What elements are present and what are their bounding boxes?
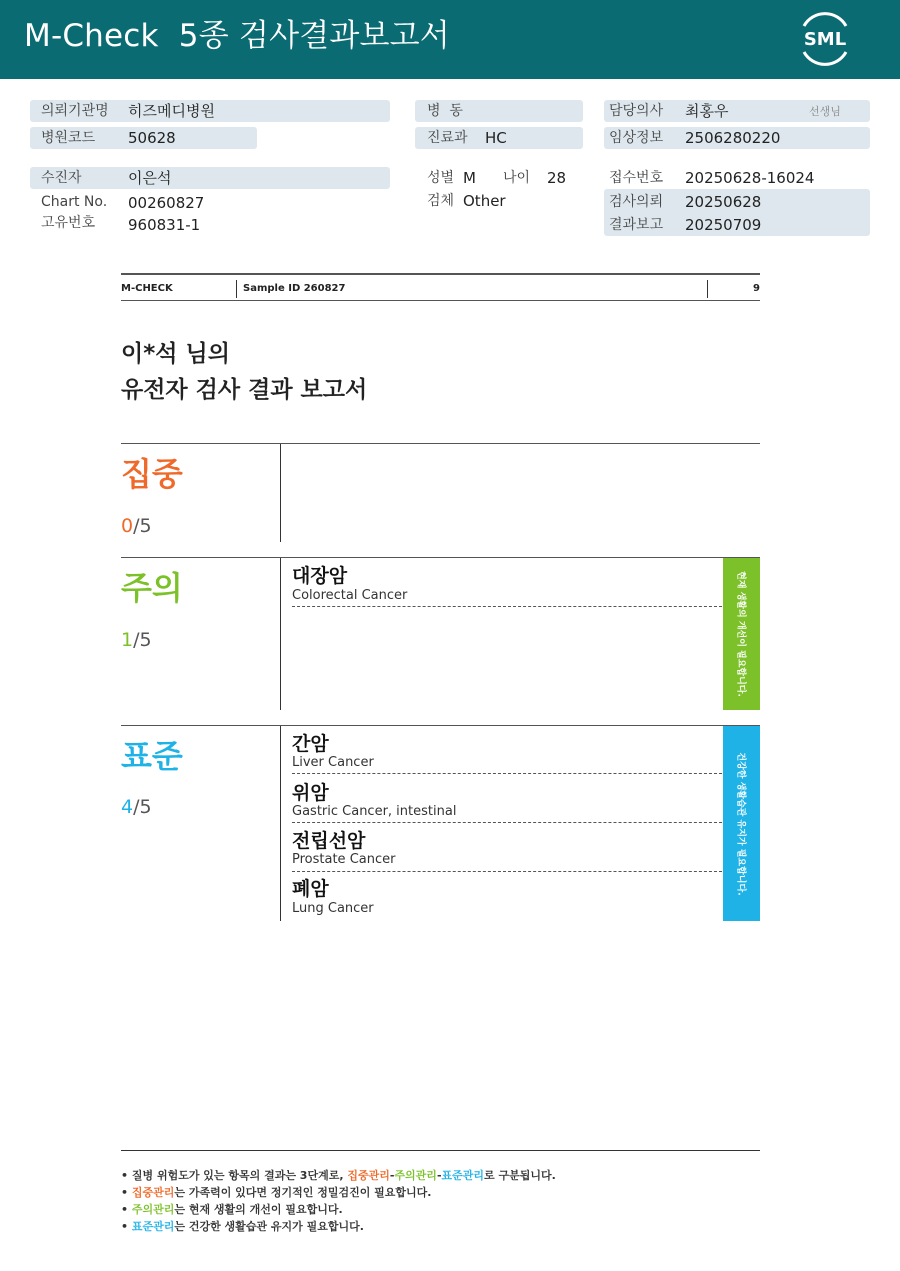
patient-value: 이은석	[128, 169, 172, 187]
note-levels-text-b: 로 구분됩니다.	[484, 1169, 556, 1182]
caution-section-line	[121, 557, 760, 558]
focus-count-value: 0	[121, 515, 134, 537]
lung-cancer-en: Lung Cancer	[292, 901, 374, 916]
doctor-suffix: 선생님	[809, 105, 841, 118]
patient-row	[30, 167, 390, 189]
logo-text: SML	[803, 29, 847, 50]
institution-label: 의뢰기관명	[41, 103, 109, 119]
sample-id: Sample ID 260827	[243, 283, 346, 294]
standard-divider	[280, 726, 281, 921]
clinical-value: 2506280220	[685, 129, 781, 147]
prostate-cancer-en: Prostate Cancer	[292, 852, 396, 867]
note-standard-text: 는 건강한 생활습관 유지가 필요합니다.	[174, 1220, 364, 1233]
standard-title: 표준	[121, 737, 183, 775]
note-caution-label: 주의관리	[131, 1203, 175, 1216]
standard-item-divider-2	[292, 822, 722, 823]
standard-count-total: /5	[133, 796, 152, 818]
caution-count-value: 1	[121, 629, 134, 651]
gastric-cancer-en: Gastric Cancer, intestinal	[292, 804, 457, 819]
gastric-cancer-ko: 위암	[292, 782, 329, 804]
prostate-cancer-ko: 전립선암	[292, 830, 366, 852]
greeting-name: 이*석 님의	[121, 341, 230, 367]
unique-value: 960831-1	[128, 216, 201, 234]
receipt-value: 20250628-16024	[685, 169, 815, 187]
caution-count-total: /5	[133, 629, 152, 651]
note-caution-text: 는 현재 생활의 개선이 필요합니다.	[174, 1203, 343, 1216]
focus-count	[121, 514, 152, 538]
lung-cancer-ko: 폐암	[292, 878, 329, 900]
doctor-value: 최홍우	[685, 102, 729, 120]
greeting-title: 유전자 검사 결과 보고서	[121, 377, 368, 403]
standard-side-bar	[723, 726, 760, 921]
note-levels-text-a: 질병 위험도가 있는 항목의 결과는 3단계로,	[131, 1169, 348, 1182]
brand-label: M-CHECK	[121, 283, 173, 294]
note-caution-key: 주의관리	[394, 1169, 437, 1182]
caution-item-divider	[292, 606, 722, 607]
note-standard-label: 표준관리	[131, 1220, 175, 1233]
ward-label: 병 동	[427, 103, 463, 119]
standard-item-divider-1	[292, 773, 722, 774]
standard-count	[121, 795, 152, 819]
report-bar-bottom-line	[121, 300, 760, 301]
bar-separator-2	[707, 280, 708, 298]
sml-logo	[796, 12, 854, 66]
unique-label: 고유번호	[41, 215, 96, 231]
bar-separator-1	[236, 280, 237, 298]
caution-count	[121, 628, 152, 652]
liver-cancer-en: Liver Cancer	[292, 755, 374, 770]
colorectal-cancer-ko: 대장암	[292, 565, 348, 587]
sex-label: 성별	[427, 170, 455, 186]
note-dash-1: -	[389, 1169, 395, 1182]
specimen-label: 검체	[427, 193, 455, 209]
focus-divider	[280, 444, 281, 542]
footer-line	[121, 1150, 760, 1151]
age-label: 나이	[503, 170, 531, 186]
report-title: M-Check 5종 검사결과보고서	[24, 18, 450, 54]
standard-section-line	[121, 725, 760, 726]
dept-value: HC	[485, 129, 507, 147]
specimen-value: Other	[463, 192, 506, 210]
hospital-code-label: 병원코드	[41, 130, 96, 146]
note-standard: • 표준관리는 건강한 생활습관 유지가 필요합니다.	[121, 1220, 364, 1233]
note-standard-key: 표준관리	[441, 1169, 485, 1182]
note-focus-key: 집중관리	[347, 1169, 390, 1182]
age-value: 28	[547, 169, 567, 187]
clinical-label: 임상정보	[609, 130, 664, 146]
caution-divider	[280, 558, 281, 710]
focus-title: 집중	[121, 455, 183, 493]
caution-side-bar	[723, 558, 760, 710]
focus-section-line	[121, 443, 760, 444]
note-focus: • 집중관리는 가족력이 있다면 정기적인 정밀검진이 필요합니다.	[121, 1186, 432, 1199]
receipt-label: 접수번호	[609, 170, 664, 186]
standard-side-text: 건강한 생활습관 유지가 필요합니다.	[735, 751, 745, 896]
caution-side-text: 현재 생활의 개선이 필요합니다.	[735, 571, 745, 697]
chart-label: Chart No.	[41, 194, 108, 210]
liver-cancer-ko: 간암	[292, 733, 329, 755]
standard-item-divider-3	[292, 871, 722, 872]
report-date-value: 20250709	[685, 216, 762, 234]
hospital-code-value: 50628	[128, 129, 176, 147]
doctor-label: 담당의사	[609, 103, 664, 119]
caution-title: 주의	[121, 569, 183, 607]
focus-count-total: /5	[133, 515, 152, 537]
chart-value: 00260827	[128, 194, 205, 212]
sex-value: M	[463, 169, 476, 187]
dept-label: 진료과	[427, 130, 468, 146]
note-focus-text: 는 가족력이 있다면 정기적인 정밀검진이 필요합니다.	[174, 1186, 432, 1199]
note-levels: • 질병 위험도가 있는 항목의 결과는 3단계로, 집중관리-주의관리-표준관리로 구분됩니다.	[121, 1169, 556, 1182]
report-bar-top-line	[121, 273, 760, 275]
institution-value: 히즈메디병원	[128, 102, 215, 120]
request-value: 20250628	[685, 193, 762, 211]
page-number: 9	[753, 283, 760, 294]
report-date-label: 결과보고	[609, 217, 664, 233]
colorectal-cancer-en: Colorectal Cancer	[292, 588, 408, 603]
patient-label: 수진자	[41, 170, 82, 186]
note-dash-2: -	[436, 1169, 442, 1182]
standard-count-value: 4	[121, 796, 134, 818]
request-label: 검사의뢰	[609, 194, 664, 210]
note-focus-label: 집중관리	[131, 1186, 175, 1199]
note-caution: • 주의관리는 현재 생활의 개선이 필요합니다.	[121, 1203, 343, 1216]
report-header	[0, 0, 900, 79]
report-greeting	[121, 336, 367, 408]
